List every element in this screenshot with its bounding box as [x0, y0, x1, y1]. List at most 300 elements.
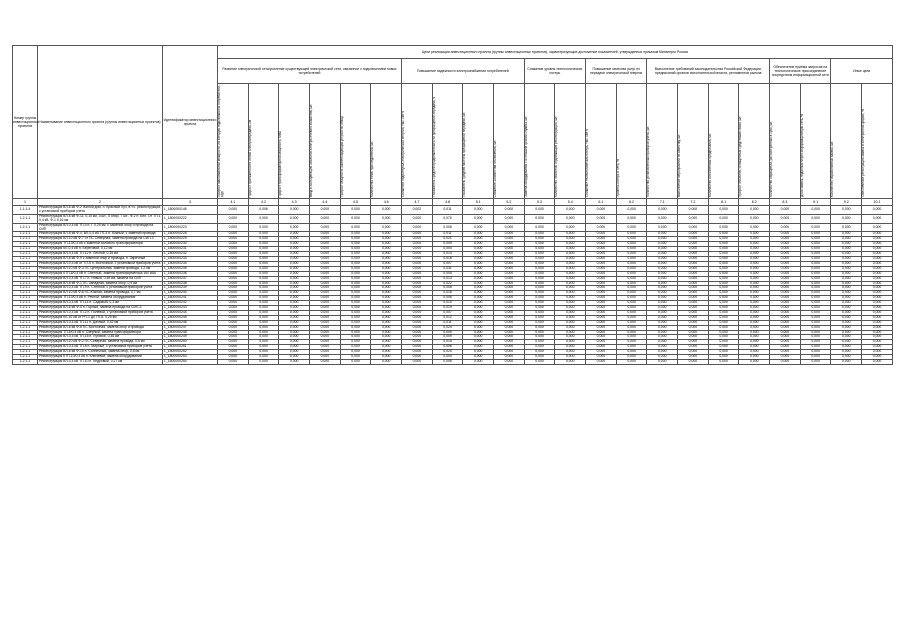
row-value: 0,000 [555, 301, 586, 306]
row-project-id: L_1800000240 [163, 291, 218, 296]
row-value: 0,000 [862, 345, 893, 350]
row-value: 0,000 [279, 355, 310, 360]
row-value: 0,000 [678, 340, 709, 345]
row-value: 0,000 [371, 223, 402, 232]
row-value: 0,000 [402, 237, 433, 242]
row-value: 0,000 [494, 223, 525, 232]
row-value: 0,000 [248, 256, 279, 261]
row-value: 0,000 [248, 232, 279, 237]
row-value: 0,000 [279, 252, 310, 257]
row-value: 0,000 [371, 266, 402, 271]
row-project-name: Реконструкция ВЛ-0,4 кВ ТП-4 п. Г 0,25 км, с заменой опор и провода на СИП [38, 223, 163, 232]
row-value: 0,008 [432, 286, 463, 291]
row-value: 0,000 [248, 301, 279, 306]
row-value: 0,000 [678, 232, 709, 237]
row-project-name: Реконструкция ВЛ-0,4 кВ ТП-14 п. Садовый, 0,3 км [38, 301, 163, 306]
row-value: 0,000 [524, 315, 555, 320]
row-value: 0,000 [678, 310, 709, 315]
row-value: 0,000 [279, 320, 310, 325]
row-value: 0,000 [279, 247, 310, 252]
indicator-header [494, 84, 525, 199]
row-value: 0,000 [586, 242, 617, 247]
row-value: 0,000 [800, 350, 831, 355]
row-value: 0,000 [862, 223, 893, 232]
column-number: 4.4 [310, 199, 341, 206]
row-value: 0,000 [800, 330, 831, 335]
row-value: 0,000 [770, 286, 801, 291]
indicator-header [616, 84, 647, 199]
row-value: 0,000 [862, 320, 893, 325]
row-value: 0,000 [678, 315, 709, 320]
row-number: 1.2.1.1 [13, 325, 38, 330]
row-value: 0,000 [708, 281, 739, 286]
row-value: 0,000 [708, 360, 739, 365]
row-value: 0,000 [586, 325, 617, 330]
row-value: 0,000 [463, 315, 494, 320]
row-value: 0,000 [555, 320, 586, 325]
row-value: 0,000 [340, 335, 371, 340]
row-value: 0,000 [555, 345, 586, 350]
row-value: 0,000 [586, 310, 617, 315]
row-value: 0,000 [739, 345, 770, 350]
row-value: 0,000 [647, 306, 678, 311]
indicator-label: Прирост максимальной мощности, на которую подключаются потребители, МВт [217, 85, 225, 197]
row-project-id: L_1800000238 [163, 281, 218, 286]
row-value: 0,000 [494, 301, 525, 306]
row-value: 0,000 [463, 247, 494, 252]
indicator-header [708, 84, 739, 199]
row-value: 0,000 [739, 320, 770, 325]
row-value: 0,000 [218, 345, 249, 350]
row-value: 0,000 [708, 315, 739, 320]
row-value: 0,000 [402, 355, 433, 360]
row-value: 0,000 [524, 223, 555, 232]
row-value: 0,000 [586, 206, 617, 215]
row-value: 0,000 [616, 320, 647, 325]
table-row[interactable] [13, 214, 893, 223]
row-value: 0,000 [678, 252, 709, 257]
row-value: 0,000 [310, 330, 341, 335]
row-value: 0,000 [218, 310, 249, 315]
row-value: 0,000 [371, 281, 402, 286]
indicator-label: Замена оборудования с истекшим сроком службы, шт. [523, 116, 528, 197]
row-value: 0,000 [279, 206, 310, 215]
row-value: 0,000 [831, 256, 862, 261]
indicator-label: Прирост объектов, оснащенных средствами связи, шт. [738, 115, 743, 197]
row-value: 0,000 [647, 232, 678, 237]
row-value: 0,000 [310, 291, 341, 296]
row-value: 0,000 [739, 237, 770, 242]
row-value: 0,000 [402, 335, 433, 340]
row-value: 0,000 [616, 330, 647, 335]
row-value: 0,000 [494, 306, 525, 311]
row-value: 0,000 [770, 276, 801, 281]
row-value: 0,000 [555, 206, 586, 215]
row-value: 0,000 [310, 271, 341, 276]
row-value: 0,000 [770, 330, 801, 335]
row-value: 0,000 [494, 261, 525, 266]
row-value: 0,000 [248, 340, 279, 345]
table-row[interactable] [13, 206, 893, 215]
row-value: 0,000 [248, 335, 279, 340]
indicator-label: Количество объектов, подлежащих реконструкции, шт. [554, 115, 559, 197]
row-value: 0,000 [310, 247, 341, 252]
row-value: 0,000 [402, 315, 433, 320]
row-value: 0,000 [310, 242, 341, 247]
row-value: 0,000 [800, 271, 831, 276]
row-project-id: L_1800000226 [163, 232, 218, 237]
row-project-id: L_1800000247 [163, 325, 218, 330]
row-value: 0,000 [739, 252, 770, 257]
row-value: 0,000 [371, 310, 402, 315]
row-value: 0,000 [248, 296, 279, 301]
row-value: 0,000 [647, 296, 678, 301]
row-value: 0,000 [862, 281, 893, 286]
row-value: 0,000 [310, 206, 341, 215]
row-value: 0,011 [432, 232, 463, 237]
row-value: 0,000 [678, 291, 709, 296]
row-value: 0,000 [831, 310, 862, 315]
row-project-name: Реконструкция ТП-10/0,4 кВ с заменой силового трансформатора [38, 242, 163, 247]
row-value: 0,000 [310, 296, 341, 301]
goal-group-header: Выполнение требований законодательства Российской Федерации, предписаний органов исполнительной власти, регламентов рынков [647, 59, 770, 84]
indicator-label: Обеспечение регистрации заявок в электронной форме, % [861, 109, 866, 197]
row-value: 0,000 [647, 223, 678, 232]
row-value: 0,000 [371, 306, 402, 311]
row-number: 1.2.1.1 [13, 281, 38, 286]
row-value: 0,000 [770, 301, 801, 306]
row-value: 0,000 [770, 310, 801, 315]
row-value: 0,000 [218, 355, 249, 360]
row-value: 0,000 [371, 214, 402, 223]
row-value: 0,000 [371, 206, 402, 215]
row-value: 0,000 [310, 301, 341, 306]
row-value: 0,000 [800, 281, 831, 286]
row-value: 0,000 [647, 281, 678, 286]
row-value: 0,000 [708, 261, 739, 266]
row-value: 0,000 [739, 296, 770, 301]
row-value: 0,011 [432, 320, 463, 325]
row-value: 0,000 [279, 360, 310, 365]
row-value: 0,031 [432, 266, 463, 271]
row-number: 1.2.1.1 [13, 214, 38, 223]
row-value: 0,000 [402, 291, 433, 296]
row-value: 0,000 [831, 232, 862, 237]
row-value: 0,000 [586, 247, 617, 252]
row-value: 0,000 [831, 261, 862, 266]
row-value: 0,000 [463, 350, 494, 355]
row-project-name: Реконструкция ВЛ-10 кВ Ф-3 ПС Центральная, замена провода, 1,2 км [38, 266, 163, 271]
row-value: 0,000 [647, 256, 678, 261]
row-value: 0,000 [678, 276, 709, 281]
row-value: 0,000 [463, 335, 494, 340]
indicator-label: Количество обработанных заявок, шт. [830, 140, 835, 197]
row-value: 0,000 [616, 252, 647, 257]
row-value: 0,000 [862, 350, 893, 355]
row-project-name: Реконструкция КТП-10/0,4 кВ п. Ключевой, замена оборудования [38, 355, 163, 360]
row-value: 0,000 [218, 247, 249, 252]
row-value: 0,000 [494, 256, 525, 261]
row-value: 0,000 [678, 223, 709, 232]
row-number: 1.2.1.1 [13, 252, 38, 257]
row-value: 0,000 [279, 301, 310, 306]
row-value: 0,000 [279, 281, 310, 286]
row-value: 0,000 [770, 242, 801, 247]
row-value: 0,000 [770, 345, 801, 350]
row-project-name: Реконструкция ВЛ-0,4 кВ ТП-11 п. Дачный, 0,42 км [38, 320, 163, 325]
row-value: 0,000 [616, 360, 647, 365]
row-project-name: Реконструкция ВЛ-6 кВ Ф-8 ПС Восточная, замена опор и провода [38, 325, 163, 330]
row-value: 0,000 [647, 325, 678, 330]
row-value: 0,000 [862, 291, 893, 296]
row-value: 0,000 [708, 252, 739, 257]
row-value: 0,000 [831, 355, 862, 360]
column-number: 5.4 [555, 199, 586, 206]
row-value: 0,000 [248, 355, 279, 360]
row-value: 0,000 [494, 360, 525, 365]
row-number: 1.2.1.1 [13, 360, 38, 365]
row-value: 0,000 [494, 266, 525, 271]
row-value: 0,000 [279, 276, 310, 281]
row-value: 0,000 [708, 266, 739, 271]
row-value: 0,000 [340, 330, 371, 335]
row-value: 0,000 [862, 247, 893, 252]
row-value: 0,000 [862, 214, 893, 223]
row-value: 0,000 [279, 291, 310, 296]
row-value: 0,000 [494, 281, 525, 286]
row-value: 0,000 [770, 271, 801, 276]
row-value: 0,000 [340, 360, 371, 365]
row-value: 0,000 [371, 256, 402, 261]
row-value: 0,000 [402, 360, 433, 365]
row-value: 0,000 [402, 261, 433, 266]
row-value: 0,000 [371, 237, 402, 242]
row-project-name: Реконструкция ВЛ-0,4 кВ ТП-10 п. Кедровый, 0,27 км [38, 360, 163, 365]
row-number: 1.2.1.1 [13, 256, 38, 261]
row-value: 0,000 [862, 296, 893, 301]
indicator-label: Количество исполненных предписаний, шт. [707, 132, 712, 197]
column-number: 8.3 [770, 199, 801, 206]
row-value: 0,000 [340, 247, 371, 252]
row-value: 0,000 [616, 256, 647, 261]
row-value: 0,000 [862, 315, 893, 320]
column-number: 5.2 [494, 199, 525, 206]
row-value: 0,000 [708, 276, 739, 281]
row-value: 0,000 [555, 296, 586, 301]
row-value: 0,000 [310, 256, 341, 261]
row-value: 0,000 [586, 271, 617, 276]
row-value: 0,007 [432, 261, 463, 266]
row-number: 1.2.1.1 [13, 320, 38, 325]
row-value: 0,000 [218, 330, 249, 335]
row-value: 0,000 [831, 286, 862, 291]
row-value: 0,000 [739, 271, 770, 276]
row-project-id: L_1800000233 [163, 256, 218, 261]
report-sheet [12, 45, 892, 365]
row-value: 0,000 [708, 223, 739, 232]
row-value: 0,000 [708, 232, 739, 237]
column-number: 5.3 [524, 199, 555, 206]
row-value: 0,000 [310, 350, 341, 355]
row-value: 0,000 [708, 296, 739, 301]
goal-group-header: Развитие электрической сети/усиление существующей электрической сети, связанное с подключением новых потребителей [218, 59, 402, 84]
row-project-name: Реконструкция ВЛ-6 кВ Ф-4, ВЛ-0,4 кВ ТП-3 п. Южный, с заменой провода [38, 232, 163, 237]
row-value: 0,000 [739, 330, 770, 335]
row-value: 0,000 [279, 261, 310, 266]
row-value: 0,000 [279, 256, 310, 261]
row-value: 0,000 [494, 242, 525, 247]
row-value: 0,000 [524, 335, 555, 340]
row-value: 0,000 [739, 310, 770, 315]
row-value: 0,000 [310, 320, 341, 325]
row-number: 1.2.1.1 [13, 266, 38, 271]
row-value: 0,000 [770, 340, 801, 345]
row-value: 0,000 [616, 296, 647, 301]
row-value: 0,000 [218, 237, 249, 242]
row-value: 0,000 [494, 310, 525, 315]
row-value: 0,000 [800, 276, 831, 281]
row-value: 0,000 [340, 271, 371, 276]
row-value: 0,000 [831, 223, 862, 232]
row-value: 0,000 [402, 296, 433, 301]
row-value: 0,000 [218, 242, 249, 247]
indicator-header [800, 84, 831, 199]
indicator-header [770, 84, 801, 199]
row-value: 0,000 [248, 315, 279, 320]
row-number: 1.2.1.1 [13, 247, 38, 252]
row-value: 0,000 [524, 325, 555, 330]
row-value: 0,000 [647, 315, 678, 320]
row-value: 0,004 [432, 247, 463, 252]
row-value: 0,000 [524, 214, 555, 223]
row-value: 0,000 [371, 276, 402, 281]
row-value: 0,000 [371, 350, 402, 355]
row-value: 0,000 [555, 291, 586, 296]
row-value: 0,000 [708, 286, 739, 291]
row-value: 0,000 [831, 266, 862, 271]
row-value: 0,000 [340, 345, 371, 350]
row-value: 0,000 [708, 310, 739, 315]
row-value: 0,000 [831, 252, 862, 257]
row-value: 0,000 [463, 296, 494, 301]
row-value: 0,000 [616, 247, 647, 252]
row-value: 0,000 [218, 315, 249, 320]
row-value: 0,000 [310, 232, 341, 237]
row-value: 0,000 [340, 266, 371, 271]
row-value: 0,000 [770, 252, 801, 257]
row-value: 0,000 [616, 350, 647, 355]
row-value: 0,000 [463, 286, 494, 291]
row-value: 0,000 [310, 360, 341, 365]
row-value: 0,000 [524, 340, 555, 345]
row-number: 1.2.1.1 [13, 286, 38, 291]
row-value: 0,000 [402, 281, 433, 286]
row-value: 0,000 [647, 310, 678, 315]
row-value: 0,000 [494, 335, 525, 340]
row-value: 0,000 [800, 256, 831, 261]
row-project-name: Реконструкция ВЛ-6 кВ Ф-10 п. Солнечный, замена опор, 0,8 км [38, 350, 163, 355]
table-row[interactable] [13, 360, 893, 365]
row-number: 1.2.1.1 [13, 242, 38, 247]
indicator-header [831, 84, 862, 199]
row-value: 0,000 [647, 335, 678, 340]
row-value: 0,000 [463, 360, 494, 365]
row-value: 0,000 [647, 247, 678, 252]
row-value: 0,000 [800, 247, 831, 252]
row-value: 0,000 [770, 335, 801, 340]
row-value: 0,000 [831, 296, 862, 301]
indicator-header [218, 84, 249, 199]
row-value: 0,022 [432, 281, 463, 286]
row-value: 0,000 [647, 330, 678, 335]
column-number: 9.1 [800, 199, 831, 206]
row-value: 0,000 [616, 214, 647, 223]
row-value: 0,000 [831, 247, 862, 252]
row-value: 0,000 [371, 286, 402, 291]
row-project-name: Реконструкция ВЛ-0,4 кВ ТП-12 п. Лесной, 0,35 км [38, 252, 163, 257]
goal-group-header: Иные цели [831, 59, 893, 84]
goal-group-header: Обеспечение приёма запросов на технологическое присоединение посредством информационной сети [770, 59, 831, 84]
row-value: 0,000 [647, 301, 678, 306]
row-value: 0,000 [647, 291, 678, 296]
row-value: 0,000 [800, 335, 831, 340]
row-value: 0,000 [616, 237, 647, 242]
row-value: 0,000 [616, 271, 647, 276]
row-value: 0,000 [402, 350, 433, 355]
row-value: 0,000 [371, 271, 402, 276]
row-number: 1.2.1.1 [13, 223, 38, 232]
row-value: 0,000 [862, 232, 893, 237]
row-number: 1.2.1.1 [13, 355, 38, 360]
row-value: 0,000 [647, 360, 678, 365]
row-value: 0,000 [524, 247, 555, 252]
row-value: 0,000 [279, 306, 310, 311]
row-value: 0,000 [555, 237, 586, 242]
row-value: 0,000 [310, 281, 341, 286]
row-value: 0,000 [862, 271, 893, 276]
row-value: 0,000 [616, 242, 647, 247]
row-value: 0,000 [678, 261, 709, 266]
row-value: 0,000 [371, 261, 402, 266]
indicator-header [862, 84, 893, 199]
column-number: 5.1 [463, 199, 494, 206]
row-value: 0,000 [524, 320, 555, 325]
row-value: 0,000 [708, 330, 739, 335]
column-number: 1 [13, 199, 38, 206]
indicator-label: Прирост трансформаторной мощности, МВА [278, 130, 283, 197]
row-value: 0,000 [678, 301, 709, 306]
row-value: 0,000 [586, 360, 617, 365]
row-value: 0,000 [862, 310, 893, 315]
row-value: 0,000 [248, 252, 279, 257]
indicator-header [647, 84, 678, 199]
row-value: 0,000 [463, 261, 494, 266]
row-value: 0,000 [800, 296, 831, 301]
row-project-id: L_1800000254 [163, 360, 218, 365]
row-project-name: Реконструкция ВЛ-10 кВ Ф-2 ПС Северная, замена провода, 0,6 км [38, 340, 163, 345]
row-value: 0,000 [402, 340, 433, 345]
row-project-name: Реконструкция ВЛ-0,4 кВ ТП-15 п. Луговой, 0,38 км [38, 335, 163, 340]
column-number: 8.1 [708, 199, 739, 206]
row-value: 0,000 [371, 301, 402, 306]
indicator-label: Показатель средней продолжительности прекращений передачи, ч [431, 97, 436, 197]
row-value: 0,000 [678, 325, 709, 330]
column-number: 4.8 [432, 199, 463, 206]
row-value: 0,000 [800, 291, 831, 296]
row-value: 0,000 [647, 286, 678, 291]
row-project-id: L_1800000237 [163, 276, 218, 281]
row-value: 0,000 [402, 271, 433, 276]
